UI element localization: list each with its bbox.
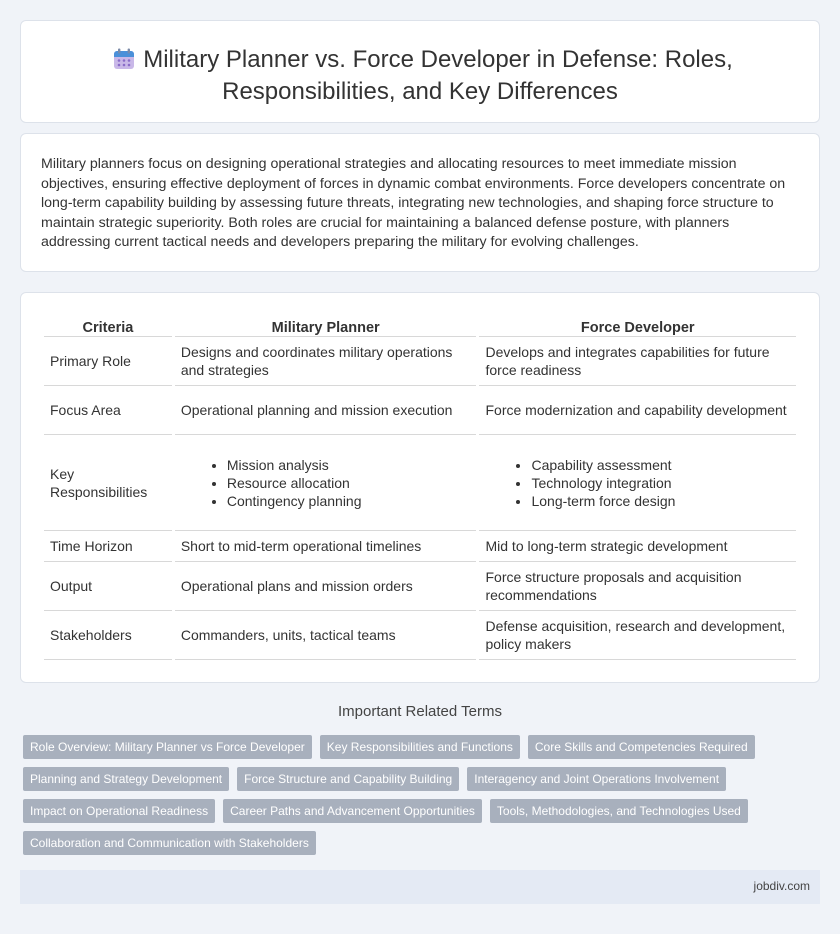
- related-term-tag[interactable]: Planning and Strategy Development: [23, 767, 229, 791]
- criteria-cell: Primary Role: [44, 337, 172, 386]
- developer-cell: Mid to long-term strategic development: [479, 531, 796, 562]
- developer-cell: [479, 435, 796, 531]
- criteria-cell: Stakeholders: [44, 611, 172, 660]
- planner-cell: Designs and coordinates military operations and strategies: [175, 337, 477, 386]
- header-criteria: Criteria: [44, 315, 172, 337]
- table-row: [44, 386, 796, 435]
- developer-cell: Defense acquisition, research and development, policy makers: [479, 611, 796, 660]
- criteria-cell: Focus Area: [44, 386, 172, 435]
- developer-cell: Develops and integrates capabilities for future force readiness: [479, 337, 796, 386]
- intro-card: [20, 133, 820, 272]
- related-term-tag[interactable]: Core Skills and Competencies Required: [528, 735, 755, 759]
- table-row: [44, 562, 796, 611]
- developer-responsibilities-list: [485, 456, 790, 510]
- page-title: Military Planner vs. Force Developer in Defense: Roles, Responsibilities, and Key Differences: [143, 46, 733, 105]
- planner-cell: [175, 435, 477, 531]
- list-item: • Mission analysis: [227, 456, 471, 474]
- list-item: • Long-term force design: [531, 492, 790, 510]
- list-item: • Capability assessment: [531, 456, 790, 474]
- comparison-table-card: [20, 292, 820, 683]
- related-term-tag[interactable]: Impact on Operational Readiness: [23, 799, 215, 823]
- list-item: • Resource allocation: [227, 474, 471, 492]
- related-terms-title: Important Related Terms: [338, 703, 502, 720]
- planner-cell: Operational planning and mission execution: [175, 386, 477, 435]
- related-term-tag[interactable]: Key Responsibilities and Functions: [320, 735, 520, 759]
- header-force-developer: Force Developer: [479, 315, 796, 337]
- planner-cell: Short to mid-term operational timelines: [175, 531, 477, 562]
- related-term-tag[interactable]: Role Overview: Military Planner vs Force Developer: [23, 735, 312, 759]
- planner-cell: Operational plans and mission orders: [175, 562, 477, 611]
- criteria-cell: Time Horizon: [44, 531, 172, 562]
- criteria-cell: Output: [44, 562, 172, 611]
- developer-cell: Force modernization and capability development: [479, 386, 796, 435]
- table-row: [44, 611, 796, 660]
- list-item: • Contingency planning: [227, 492, 471, 510]
- planner-responsibilities-list: [181, 456, 471, 510]
- table-header-row: [44, 315, 796, 337]
- list-item: • Technology integration: [531, 474, 790, 492]
- table-row: [44, 531, 796, 562]
- table-row: [44, 435, 796, 531]
- related-term-tag[interactable]: Tools, Methodologies, and Technologies Used: [490, 799, 748, 823]
- developer-cell: Force structure proposals and acquisition recommendations: [479, 562, 796, 611]
- criteria-cell: Key Responsibilities: [44, 435, 172, 531]
- comparison-table: [41, 315, 799, 660]
- related-term-tag[interactable]: Interagency and Joint Operations Involvement: [467, 767, 726, 791]
- related-term-tag[interactable]: Career Paths and Advancement Opportunities: [223, 799, 482, 823]
- related-term-tag[interactable]: Force Structure and Capability Building: [237, 767, 459, 791]
- intro-paragraph: Military planners focus on designing operational strategies and allocating resources to meet immediate mission objectives, ensuring effective deployment of forces in dynamic combat environments. Force developers concentrate on long-term capability building by assessing future threats, integrating new technologies, and shaping force structure to maintain strategic superiority. Both roles are crucial for maintaining a balanced defense posture, with planners addressing current tactical needs and developers preparing the military for evolving challenges.: [41, 156, 786, 251]
- footer-site-link[interactable]: jobdiv.com: [753, 879, 810, 893]
- header-card: [20, 20, 820, 123]
- footer: [20, 870, 820, 904]
- table-row: [44, 337, 796, 386]
- related-term-tag[interactable]: Collaboration and Communication with Stakeholders: [23, 831, 316, 855]
- related-terms-tags: [23, 735, 803, 855]
- header-military-planner: Military Planner: [175, 315, 477, 337]
- planner-cell: Commanders, units, tactical teams: [175, 611, 477, 660]
